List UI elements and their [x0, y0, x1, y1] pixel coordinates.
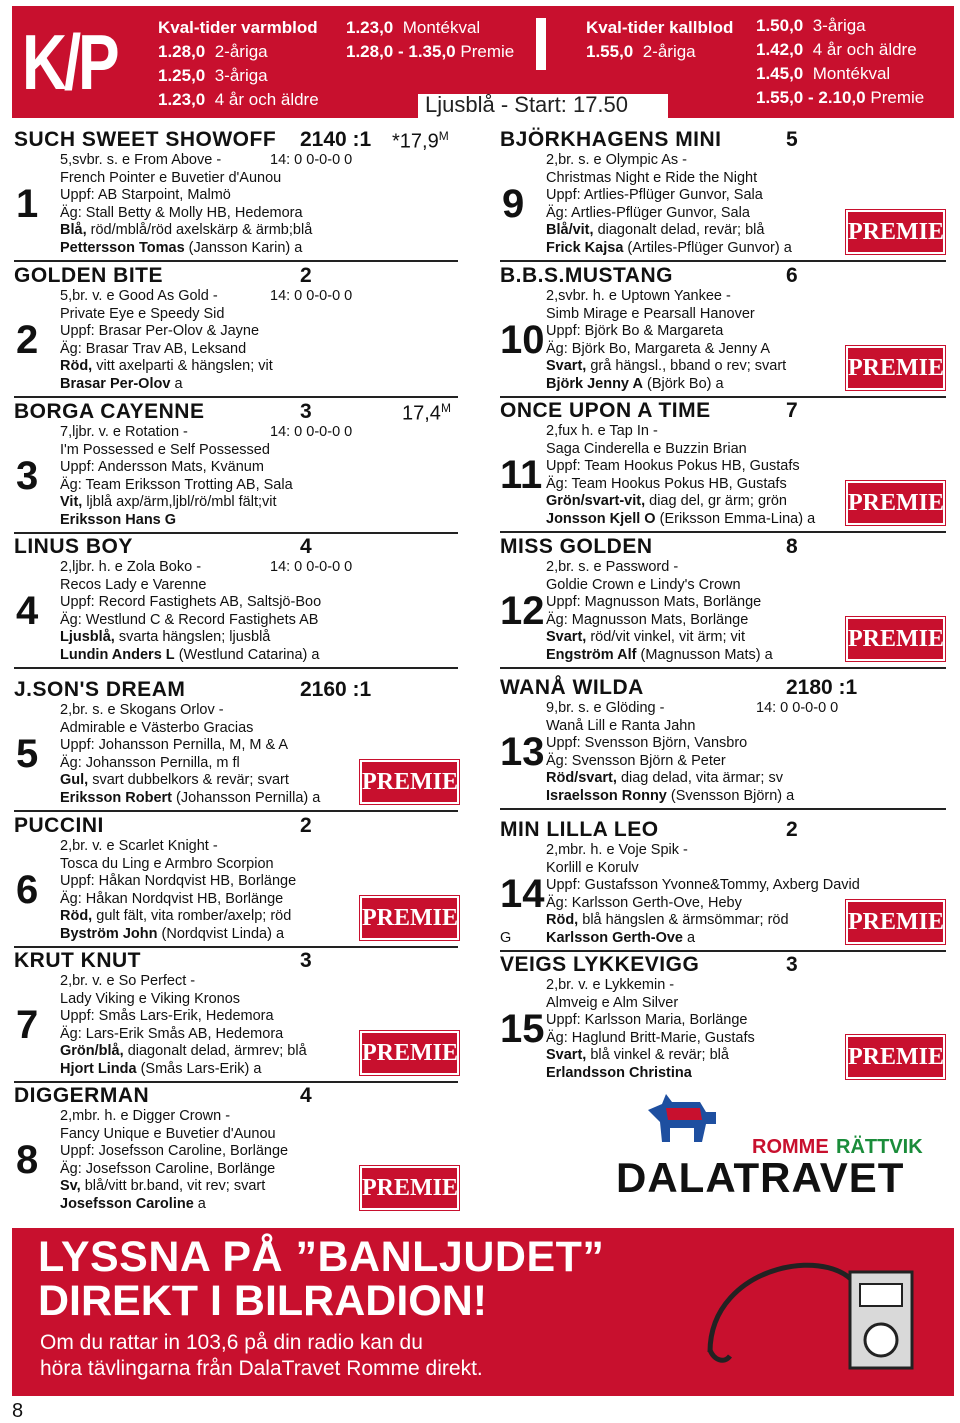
colors-line: [60, 772, 289, 790]
owner: Äg: Lars-Erik Smås AB, Hedemora: [60, 1025, 284, 1042]
logo-rattvik: RÄTTVIK: [836, 1136, 923, 1158]
post-position: 4: [300, 1084, 312, 1107]
trainer-name: (Eriksson Emma-Lina) a: [659, 510, 816, 527]
colors-line: [546, 770, 783, 788]
pedigree-sire: 2,svbr. h. e Uptown Yankee -: [546, 288, 731, 304]
owner: Äg: Team Eriksson Trotting AB, Sala: [60, 476, 293, 493]
trainer-name: (Johansson Pernilla) a: [176, 789, 321, 806]
post-position: 2: [300, 264, 312, 287]
colors-detail: blå hängslen & ärmsömmar; röd: [582, 912, 789, 928]
post-position: 3: [300, 400, 312, 423]
owner: Äg: Svensson Björn & Peter: [546, 752, 726, 769]
mid-line-1: 1.23,0 Montékval: [346, 18, 481, 37]
driver-name: Eriksson Robert: [60, 789, 172, 806]
kall-title: Kval-tider kallblod: [586, 18, 734, 37]
driver-line: [546, 930, 695, 948]
entry-divider: [14, 396, 458, 398]
driver-line: [60, 790, 320, 808]
entry-divider: [500, 808, 946, 810]
premie-badge: PREMIE: [360, 1031, 459, 1075]
pedigree-sire: 2,br. v. e Scarlet Knight -: [60, 838, 218, 854]
pedigree-dam: Christmas Night e Ride the Night: [546, 169, 758, 186]
driver-line: [546, 240, 792, 258]
breeder: Uppf: Gustafsson Yvonne&Tommy, Axberg David: [546, 877, 860, 893]
start-number: 11: [500, 453, 543, 497]
start-number: 4: [16, 589, 39, 633]
trainer-name: (Magnusson Mats) a: [640, 646, 773, 663]
start-time: Ljusblå - Start: 17.50: [425, 92, 629, 117]
record-time: [392, 129, 449, 154]
start-number: 3: [16, 454, 39, 498]
pedigree-sire: 5,br. v. e Good As Gold -: [60, 288, 218, 304]
colors-detail: ljblå axp/ärm,ljbl/rö/mbl fält;vit: [86, 494, 277, 510]
driver-line: [60, 647, 319, 665]
entry-divider: [14, 946, 458, 948]
pedigree-sire: 2,ljbr. h. e Zola Boko -: [60, 559, 202, 575]
breeder: Uppf: Record Fastighets AB, Saltsjö-Boo: [60, 594, 322, 610]
pedigree-sire: 2,fux h. e Tap In -: [546, 423, 658, 439]
start-number: 10: [500, 318, 545, 362]
colors-detail: svarta hängslen; ljusblå: [118, 629, 271, 645]
breeder: Uppf: Magnusson Mats, Borlänge: [546, 594, 762, 610]
trainer-name: a: [174, 375, 183, 392]
owner: Äg: Björk Bo, Margareta & Jenny A: [546, 340, 771, 357]
colors-line: [546, 222, 764, 240]
trainer-name: (Artiles-Pflüger Gunvor) a: [627, 239, 792, 256]
colors-line: [546, 358, 786, 376]
trainer-name: (Svensson Björn) a: [670, 787, 795, 804]
horse-name: DIGGERMAN: [14, 1084, 150, 1107]
post-position: 3: [786, 953, 798, 976]
varm-line-3: 1.23,0 4 år och äldre: [158, 90, 319, 109]
premie-badge: PREMIE: [360, 896, 459, 940]
pedigree-sire: 2,br. v. e Lykkemin -: [546, 977, 675, 993]
breeder: Uppf: Björk Bo & Margareta: [546, 323, 724, 339]
colors-line: [546, 493, 787, 511]
post-position: 2: [300, 814, 312, 837]
pedigree-sire: 2,mbr. h. e Voje Spik -: [546, 842, 688, 858]
start-number: 9: [502, 182, 525, 226]
colors-main: Ljusblå,: [60, 629, 115, 645]
start-record: 14: 0 0-0-0 0: [270, 559, 353, 575]
right-line-4: 1.55,0 - 2.10,0 Premie: [756, 88, 925, 107]
colors-line: [546, 912, 789, 930]
record-suffix: M: [440, 401, 451, 415]
pedigree-sire: 2,br. s. e Olympic As -: [546, 152, 688, 168]
colors-detail: diagonalt delad, ärmrev; blå: [127, 1043, 307, 1059]
driver-name: Brasar Per-Olov: [60, 375, 171, 392]
entry-divider: [14, 667, 458, 669]
varm-title: Kval-tider varmblod: [158, 18, 318, 37]
premie-badge: PREMIE: [846, 900, 945, 944]
start-number: 13: [500, 730, 545, 774]
owner: Äg: Team Hookus Pokus HB, Gustafs: [546, 475, 787, 492]
horse-name: B.B.S.MUSTANG: [500, 264, 673, 287]
colors-detail: blå/vitt br.band, vit rev; svart: [84, 1178, 266, 1194]
horse-name: GOLDEN BITE: [14, 264, 164, 287]
breeder: Uppf: Team Hookus Pokus HB, Gustafs: [546, 458, 800, 474]
ad-text-2: höra tävlingarna från DalaTravet Romme direkt.: [40, 1357, 483, 1380]
horse-name: BJÖRKHAGENS MINI: [500, 128, 722, 151]
pedigree-sire: 2,br. s. e Password -: [546, 559, 679, 575]
ad-text-1: Om du rattar in 103,6 på din radio kan du: [40, 1331, 423, 1354]
start-number: 6: [16, 868, 39, 912]
driver-name: Engström Alf: [546, 646, 637, 663]
colors-detail: diag del, gr ärm; grön: [649, 493, 787, 509]
start-number: 14: [500, 872, 545, 916]
mid-line-2: 1.28,0 - 1.35,0 Premie: [346, 42, 515, 61]
pedigree-dam: Admirable e Västerbo Gracias: [60, 719, 254, 736]
driver-name: Israelsson Ronny: [546, 787, 667, 804]
horse-name: LINUS BOY: [14, 535, 133, 558]
breeder: Uppf: AB Starpoint, Malmö: [60, 187, 231, 203]
colors-line: [60, 358, 273, 376]
horse-name: MIN LILLA LEO: [500, 818, 659, 841]
driver-line: [60, 926, 284, 944]
pedigree-dam: Recos Lady e Varenne: [60, 576, 207, 593]
pedigree-dam: Korlill e Korulv: [546, 859, 639, 876]
start-number: 15: [500, 1007, 545, 1051]
record-suffix: M: [438, 129, 449, 143]
owner: Äg: Magnusson Mats, Borlänge: [546, 611, 749, 628]
distance: 2180 :1: [786, 676, 858, 699]
colors-main: Sv,: [60, 1178, 81, 1194]
pedigree-dam: Fancy Unique e Buvetier d'Aunou: [60, 1125, 276, 1142]
premie-badge: PREMIE: [846, 1035, 945, 1079]
driver-name: Jonsson Kjell O: [546, 510, 656, 527]
post-position: 3: [300, 949, 312, 972]
pedigree-sire: 9,br. s. e Glöding -: [546, 700, 665, 716]
kall-line-1: 1.55,0 2-åriga: [586, 42, 696, 61]
colors-main: Svart,: [546, 358, 587, 374]
colors-detail: röd/mblå/röd axelskärp & ärmb;blå: [90, 222, 313, 238]
pedigree-sire: 2,mbr. h. e Digger Crown -: [60, 1108, 231, 1124]
breeder: Uppf: Håkan Nordqvist HB, Borlänge: [60, 873, 297, 889]
entry-divider: [14, 810, 458, 812]
varm-line-2: 1.25,0 3-åriga: [158, 66, 268, 85]
breeder: Uppf: Brasar Per-Olov & Jayne: [60, 323, 260, 339]
colors-line: [60, 494, 277, 512]
premie-badge: PREMIE: [846, 617, 945, 661]
trainer-name: a: [687, 929, 696, 946]
trainer-name: (Nordqvist Linda) a: [161, 925, 285, 942]
ad-headline-2: DIREKT I BILRADION!: [38, 1277, 488, 1325]
colors-line: [60, 1043, 307, 1061]
post-position: 2: [786, 818, 798, 841]
colors-main: Gul,: [60, 772, 89, 788]
varm-line-1: 1.28,0 2-åriga: [158, 42, 268, 61]
premie-badge: PREMIE: [360, 1166, 459, 1210]
record-time: [402, 401, 451, 426]
premie-badge: PREMIE: [360, 760, 459, 804]
post-position: 5: [786, 128, 798, 151]
colors-line: [546, 1047, 729, 1065]
breeder: Uppf: Josefsson Caroline, Borlänge: [60, 1143, 289, 1159]
driver-line: [546, 788, 794, 806]
driver-name: Karlsson Gerth-Ove: [546, 929, 683, 946]
pedigree-dam: Goldie Crown e Lindy's Crown: [546, 576, 741, 593]
pedigree-sire: 5,svbr. s. e From Above -: [60, 152, 222, 168]
start-record: 14: 0 0-0-0 0: [270, 152, 353, 168]
horse-name: KRUT KNUT: [14, 949, 141, 972]
trainer-name: (Smås Lars-Erik) a: [140, 1060, 262, 1077]
pedigree-dam: I'm Possessed e Self Possessed: [60, 441, 270, 458]
pedigree-dam: Saga Cinderella e Buzzin Brian: [546, 440, 747, 457]
breeder: Uppf: Smås Lars-Erik, Hedemora: [60, 1008, 274, 1024]
entry-divider: [500, 260, 946, 262]
pedigree-sire: 2,br. s. e Skogans Orlov -: [60, 702, 224, 718]
pedigree-dam: Lady Viking e Viking Kronos: [60, 990, 241, 1007]
colors-line: [60, 1178, 265, 1196]
trainer-name: (Westlund Catarina) a: [178, 646, 320, 663]
record-value: *17,9: [392, 130, 439, 153]
record-value: 17,4: [402, 402, 441, 425]
entry-divider: [500, 950, 946, 952]
right-line-2: 1.42,0 4 år och äldre: [756, 40, 917, 59]
colors-line: [60, 908, 291, 926]
pedigree-dam: Private Eye e Speedy Sid: [60, 305, 225, 322]
colors-line: [60, 629, 270, 647]
driver-line: [546, 376, 724, 394]
horse-name: J.SON'S DREAM: [14, 678, 186, 701]
breeder: Uppf: Karlsson Maria, Borlänge: [546, 1012, 748, 1028]
driver-line: [546, 511, 815, 529]
colors-main: Grön/svart-vit,: [546, 493, 646, 509]
start-number: 12: [500, 589, 545, 633]
driver-line: [60, 1196, 206, 1214]
header-divider: [536, 18, 546, 70]
pedigree-dam: Wanå Lill e Ranta Jahn: [546, 717, 696, 734]
start-record: 14: 0 0-0-0 0: [270, 424, 353, 440]
start-record: 14: 0 0-0-0 0: [756, 700, 839, 716]
pedigree-dam: Simb Mirage e Pearsall Hanover: [546, 305, 755, 322]
post-position: 4: [300, 535, 312, 558]
pedigree-sire: 2,br. v. e So Perfect -: [60, 973, 196, 989]
start-number: 8: [16, 1138, 39, 1182]
premie-badge: PREMIE: [846, 346, 945, 390]
colors-main: Svart,: [546, 1047, 587, 1063]
colors-detail: diag delad, vita ärmar; sv: [620, 770, 783, 786]
owner: Äg: Stall Betty & Molly HB, Hedemora: [60, 204, 303, 221]
owner: Äg: Johansson Pernilla, m fl: [60, 754, 240, 771]
entry-divider: [500, 531, 946, 533]
driver-name: Erlandsson Christina: [546, 1064, 692, 1081]
start-number: 2: [16, 318, 39, 362]
page-number: 8: [12, 1400, 24, 1422]
owner: Äg: Håkan Nordqvist HB, Borlänge: [60, 890, 284, 907]
premie-badge: PREMIE: [846, 481, 945, 525]
owner: Äg: Brasar Trav AB, Leksand: [60, 340, 247, 357]
distance: 2140 :1: [300, 128, 372, 151]
start-number: 1: [16, 182, 39, 226]
trainer-name: a: [197, 1195, 206, 1212]
driver-name: Frick Kajsa: [546, 239, 624, 256]
start-number: 5: [16, 732, 39, 776]
colors-main: Röd/svart,: [546, 770, 617, 786]
horse-name: ONCE UPON A TIME: [500, 399, 711, 422]
premie-badge: PREMIE: [846, 210, 945, 254]
entry-divider: [14, 1081, 458, 1083]
entry-divider: [500, 396, 946, 398]
colors-detail: svart dubbelkors & revär; svart: [92, 772, 289, 788]
entry-divider: [14, 260, 458, 262]
headphones-radio-icon: [690, 1232, 930, 1382]
colors-main: Röd,: [60, 908, 93, 924]
post-position: 8: [786, 535, 798, 558]
owner: Äg: Westlund C & Record Fastighets AB: [60, 611, 319, 628]
breeder: Uppf: Andersson Mats, Kvänum: [60, 459, 264, 475]
horse-name: SUCH SWEET SHOWOFF: [14, 128, 277, 151]
driver-line: [546, 1065, 692, 1083]
driver-name: Lundin Anders L: [60, 646, 175, 663]
start-record: 14: 0 0-0-0 0: [270, 288, 353, 304]
driver-name: Björk Jenny A: [546, 375, 643, 392]
post-position: 6: [786, 264, 798, 287]
gear-letter: G: [500, 929, 512, 946]
trainer-name: (Björk Bo) a: [647, 375, 724, 392]
colors-main: Svart,: [546, 629, 587, 645]
horse-name: VEIGS LYKKEVIGG: [500, 953, 700, 976]
colors-line: [546, 629, 745, 647]
colors-detail: blå vinkel & revär; blå: [590, 1047, 729, 1063]
horse-name: BORGA CAYENNE: [14, 400, 205, 423]
colors-detail: röd/vit vinkel, vit ärm; vit: [590, 629, 746, 645]
driver-name: Eriksson Hans G: [60, 511, 177, 528]
breeder: Uppf: Svensson Björn, Vansbro: [546, 735, 748, 751]
colors-detail: grå hängsl., bband o rev; svart: [590, 358, 787, 374]
owner: Äg: Artlies-Pflüger Gunvor, Sala: [546, 204, 750, 221]
driver-name: Byström John: [60, 925, 158, 942]
distance: 2160 :1: [300, 678, 372, 701]
breeder: Uppf: Johansson Pernilla, M, M & A: [60, 737, 289, 753]
driver-line: [60, 376, 183, 394]
owner: Äg: Karlsson Gerth-Ove, Heby: [546, 894, 742, 911]
pedigree-dam: Almveig e Alm Silver: [546, 994, 679, 1011]
driver-name: Hjort Linda: [60, 1060, 137, 1077]
start-number: 7: [16, 1003, 39, 1047]
breeder: Uppf: Artlies-Pflüger Gunvor, Sala: [546, 187, 763, 203]
logo-romme: ROMME: [752, 1136, 829, 1158]
dala-horse-icon: [640, 1090, 724, 1154]
colors-line: [60, 222, 312, 240]
logo-dalatravet: DALATRAVET: [616, 1154, 905, 1201]
driver-name: Pettersson Tomas: [60, 239, 185, 256]
pedigree-dam: Tosca du Ling e Armbro Scorpion: [60, 855, 274, 872]
right-line-1: 1.50,0 3-åriga: [756, 16, 866, 35]
driver-line: [60, 1061, 261, 1079]
horse-name: PUCCINI: [14, 814, 104, 837]
colors-main: Vit,: [60, 494, 83, 510]
right-line-3: 1.45,0 Montékval: [756, 64, 891, 83]
owner: Äg: Josefsson Caroline, Borlänge: [60, 1160, 276, 1177]
pedigree-dam: French Pointer e Buvetier d'Aunou: [60, 169, 282, 186]
horse-name: WANÅ WILDA: [500, 676, 644, 699]
entry-divider: [500, 667, 946, 669]
trainer-name: (Jansson Karin) a: [188, 239, 303, 256]
driver-line: [60, 240, 302, 258]
colors-main: Röd,: [60, 358, 93, 374]
ad-headline-1: LYSSNA PÅ ”BANLJUDET”: [38, 1233, 605, 1281]
colors-detail: gult fält, vita romber/axelp; röd: [96, 908, 292, 924]
pedigree-sire: 7,ljbr. v. e Rotation -: [60, 424, 188, 440]
driver-line: [60, 512, 176, 530]
driver-name: Josefsson Caroline: [60, 1195, 194, 1212]
post-position: 7: [786, 399, 798, 422]
colors-main: Röd,: [546, 912, 579, 928]
colors-main: Grön/blå,: [60, 1043, 124, 1059]
colors-detail: vitt axelparti & hängslen; vit: [96, 358, 273, 374]
driver-line: [546, 647, 773, 665]
colors-main: Blå/vit,: [546, 222, 594, 238]
colors-main: Blå,: [60, 222, 87, 238]
entry-divider: [14, 532, 458, 534]
owner: Äg: Haglund Britt-Marie, Gustafs: [546, 1029, 755, 1046]
colors-detail: diagonalt delad, revär; blå: [597, 222, 765, 238]
horse-name: MISS GOLDEN: [500, 535, 653, 558]
kp-logo: K/P: [22, 18, 117, 106]
